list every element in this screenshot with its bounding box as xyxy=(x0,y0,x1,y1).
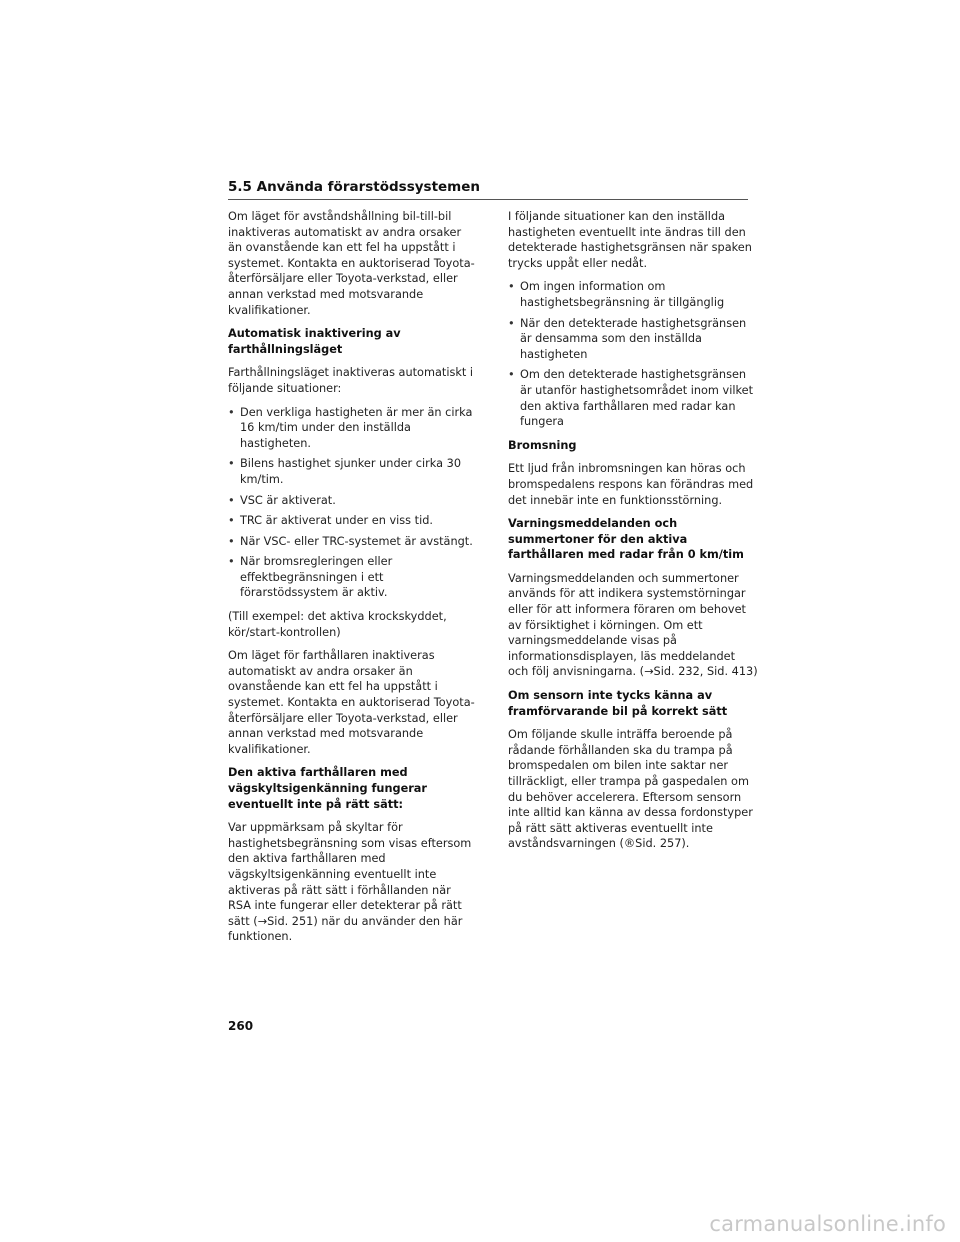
paragraph: Om följande skulle inträffa beroende på rådande förhållanden ska du trampa på bromspedalen om bilen inte saktar ner tillräckligt, eller trampa på gaspedalen om du behöver accelerera. Eftersom sensorn inte alltid kan känna av dessa fordonstyper på rätt sätt aktiveras eventuellt inte avståndsvarningen (®Sid. 257). xyxy=(508,728,753,851)
bullet-item: • Om ingen information om hastighetsbegränsning är tillgänglig xyxy=(508,279,758,310)
subheading: Den aktiva farthållaren med vägskyltsigenkänning fungerar eventuellt inte på rätt sätt: xyxy=(228,766,428,811)
bullet-item: • När bromsregleringen eller effektbegränsningen i ett förarstödssystem är aktiv. xyxy=(228,554,476,601)
bullet-item: • Den verkliga hastigheten är mer än cirka 16 km/tim under den inställda hastigheten. xyxy=(228,405,476,452)
subheading: Bromsning xyxy=(508,438,577,452)
paragraph: Ett ljud från inbromsningen kan höras och bromspedalens respons kan förändras med det innebär inte en funktionsstörning. xyxy=(508,462,754,507)
bullet-item: • Bilens hastighet sjunker under cirka 30 km/tim. xyxy=(228,456,476,487)
left-column xyxy=(228,209,476,953)
paragraph: (Till exempel: det aktiva krockskyddet, kör/start-kontrollen) xyxy=(228,610,447,639)
bullet-item: • När den detekterade hastighetsgränsen är densamma som den inställda hastigheten xyxy=(508,316,758,363)
bullet-list xyxy=(228,405,476,602)
paragraph: Varningsmeddelanden och summertoner används för att indikera systemstörningar eller för att informera föraren om behovet av försiktighet i körningen. Om ett varningsmeddelande visas på informationsdisplayen, läs meddelandet och följ anvisningarna. (→Sid. 232, Sid. 413) xyxy=(508,571,758,679)
paragraph: Var uppmärksam på skyltar för hastighetsbegränsning som visas eftersom den aktiva farthållaren med vägskyltsigenkänning eventuellt inte aktiveras på rätt sätt i förhållanden när RSA inte fungerar eller detekterar på rätt sätt (→Sid. 251) när du använder den här funktionen. xyxy=(228,821,472,944)
header-divider xyxy=(228,199,748,200)
bullet-list xyxy=(508,279,758,429)
section-title: 5.5 Använda förarstödssystemen xyxy=(228,179,481,195)
paragraph: Om läget för avståndshållning bil-till-bil inaktiveras automatiskt av andra orsaker än ovanstående kan ett fel ha uppstått i systemet. Kontakta en auktoriserad Toyota-återförsäljare eller Toyota-verkstad, eller annan verkstad med motsvarande kvalifikationer. xyxy=(228,210,475,317)
paragraph: Farthållningsläget inaktiveras automatiskt i följande situationer: xyxy=(228,366,474,395)
paragraph: Om läget för farthållaren inaktiveras automatiskt av andra orsaker än ovanstående kan ett fel ha uppstått i systemet. Kontakta en auktoriserad Toyota-återförsäljare eller Toyota-verkstad, eller annan verkstad med motsvarande kvalifikationer. xyxy=(228,649,475,756)
bullet-item: • Om den detekterade hastighetsgränsen är utanför hastighetsområdet inom vilket den aktiva farthållaren med radar kan fungera xyxy=(508,367,758,429)
bullet-item: • När VSC- eller TRC-systemet är avstängt. xyxy=(228,534,476,550)
subheading: Varningsmeddelanden och summertoner för den aktiva farthållaren med radar från 0 km/tim xyxy=(508,517,744,562)
watermark: carmanualsonline.info xyxy=(709,1212,946,1236)
bullet-item: • VSC är aktiverat. xyxy=(228,493,476,509)
subheading: Om sensorn inte tycks känna av framförvarande bil på korrekt sätt xyxy=(508,689,728,718)
bullet-item: • TRC är aktiverat under en viss tid. xyxy=(228,513,476,529)
right-column xyxy=(508,209,758,860)
subheading: Automatisk inaktivering av farthållningsläget xyxy=(228,327,401,356)
paragraph: I följande situationer kan den inställda hastigheten eventuellt inte ändras till den detekterade hastighetsgränsen när spaken trycks uppåt eller nedåt. xyxy=(508,210,752,270)
page-number: 260 xyxy=(228,1019,254,1033)
